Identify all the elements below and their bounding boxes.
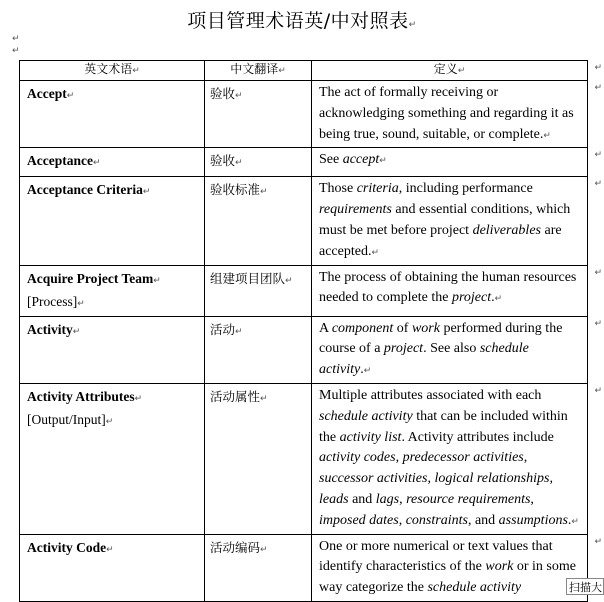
table-row [20,81,588,148]
paragraph-mark: ↵ [12,46,20,56]
table-row [20,534,588,601]
term-cell: Acceptance Criteria↵ [20,177,205,265]
chinese-cell: 验收标准↵ [205,177,312,265]
document-title: 项目管理术语英/中对照表↵ [187,10,417,32]
row-end-mark: ↵ [594,386,602,396]
term-cell: Activity↵ [20,316,205,383]
chinese-cell: 活动↵ [205,316,312,383]
table-row [20,316,588,383]
definition-cell: The act of formally receiving or acknowledging something and regarding it as being true, sound, suitable, or complete.↵ [312,81,588,148]
term-cell: Acquire Project Team↵ [Process]↵ [20,265,205,316]
row-end-mark: ↵ [594,268,602,278]
table-row [20,177,588,265]
definition-cell: See accept↵ [312,148,588,177]
chinese-cell: 活动属性↵ [205,383,312,534]
definition-cell: The process of obtaining the human resources needed to complete the project.↵ [312,265,588,316]
header-definition: 定义↵ [312,61,588,81]
row-end-mark: ↵ [594,83,602,93]
definition-cell: Those criteria, including performance requirements and essential conditions, which must be met before project deliverables are accepted.↵ [312,177,588,265]
term-cell: Activity Code↵ [20,534,205,601]
table-row [20,265,588,316]
definition-cell: One or more numerical or text values that identify characteristics of the work or in some way categorize the schedule activity [312,534,588,601]
row-end-mark: ↵ [594,179,602,189]
chinese-cell: 验收↵ [205,148,312,177]
glossary-table [19,60,588,602]
paragraph-mark: ↵ [12,34,20,44]
row-end-mark: ↵ [594,537,602,547]
row-end-mark: ↵ [594,319,602,329]
chinese-cell: 组建项目团队↵ [205,265,312,316]
header-english: 英文术语↵ [20,61,205,81]
term-cell: Accept↵ [20,81,205,148]
table-row [20,383,588,534]
chinese-cell: 验收↵ [205,81,312,148]
table-row [20,148,588,177]
header-chinese: 中文翻译↵ [205,61,312,81]
chinese-cell: 活动编码↵ [205,534,312,601]
scan-tooltip: 扫描大 [566,578,604,595]
term-cell: Acceptance↵ [20,148,205,177]
definition-cell: A component of work performed during the course of a project. See also schedule activity.↵ [312,316,588,383]
term-cell: Activity Attributes↵ [Output/Input]↵ [20,383,205,534]
row-end-mark: ↵ [594,150,602,160]
table-header-row [20,61,588,81]
definition-cell: Multiple attributes associated with each schedule activity that can be included within the activity list. Activity attributes include activity codes, predecessor activities, successor activities, logical relationships, leads and lags, resource requirements, imposed dates, constraints, and assumptions.↵ [312,383,588,534]
row-end-mark: ↵ [594,63,602,73]
